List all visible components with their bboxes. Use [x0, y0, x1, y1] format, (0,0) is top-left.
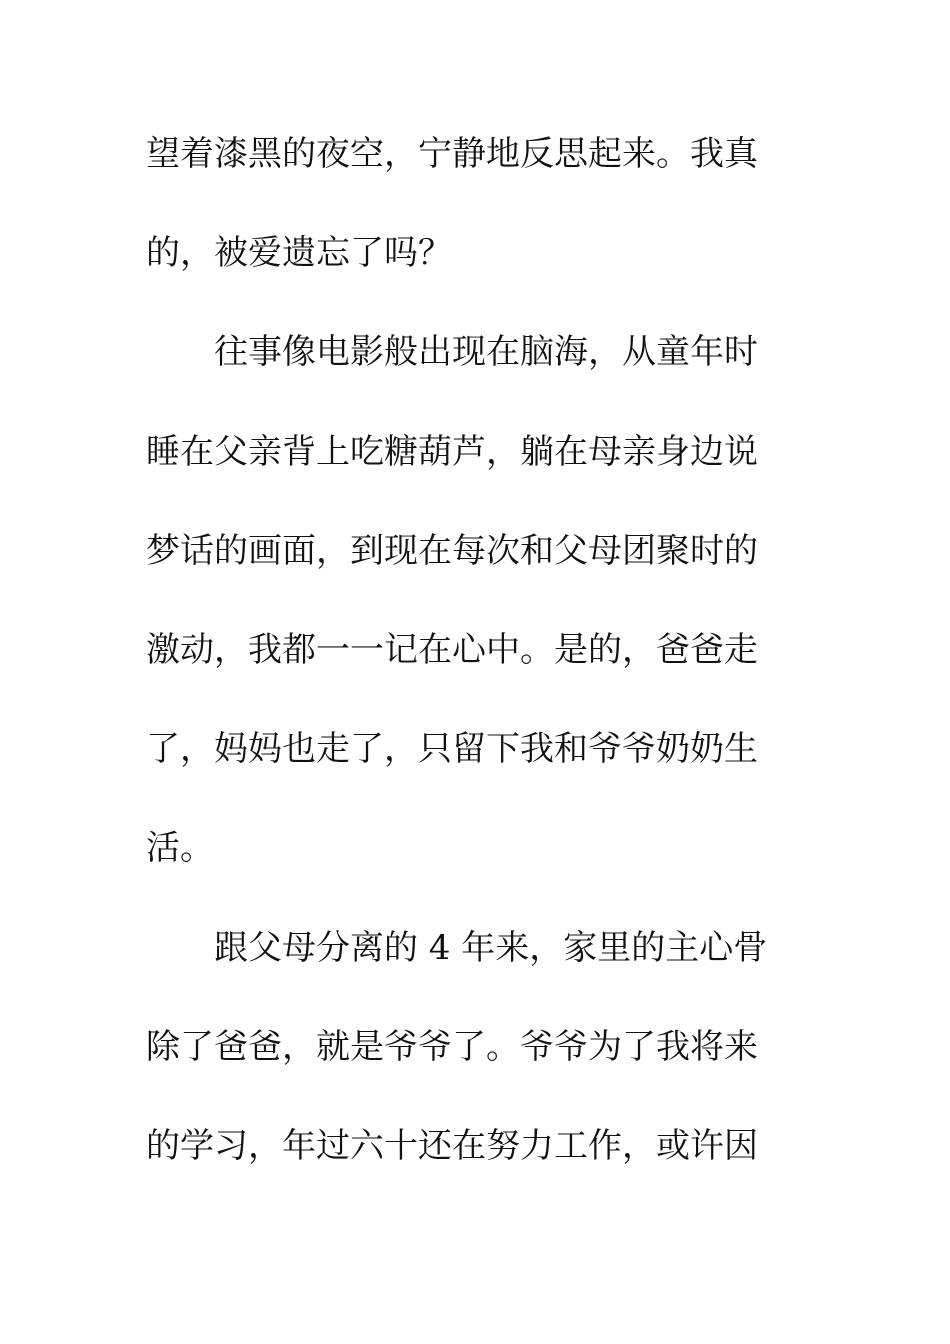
body-text: [146, 128, 786, 1219]
text-line: 激动，我都一一记在心中。是的，爸爸走: [146, 629, 758, 670]
text-line: 睡在父亲背上吃糖葫芦，躺在母亲身边说: [146, 431, 758, 472]
text-line: 望着漆黑的夜空，宁静地反思起来。我真: [146, 134, 758, 174]
text-line: 活。: [146, 828, 214, 869]
text-line: 的学习，年过六十还在努力工作，或许因: [146, 1125, 758, 1166]
text-line: 的，被爱遗忘了吗？: [146, 233, 452, 274]
text-line: 了，妈妈也走了，只留下我和爷爷奶奶生: [146, 729, 758, 770]
text-line: 除了爸爸，就是爷爷了。爷爷为了我将来: [146, 1026, 758, 1067]
paragraph-start-line: 往事像电影般出现在脑海，从童年时: [214, 332, 758, 373]
paragraph-start-line: 跟父母分离的 4 年来，家里的主心骨: [214, 927, 768, 968]
text-line: 梦话的画面，到现在每次和父母团聚时的: [146, 530, 758, 571]
